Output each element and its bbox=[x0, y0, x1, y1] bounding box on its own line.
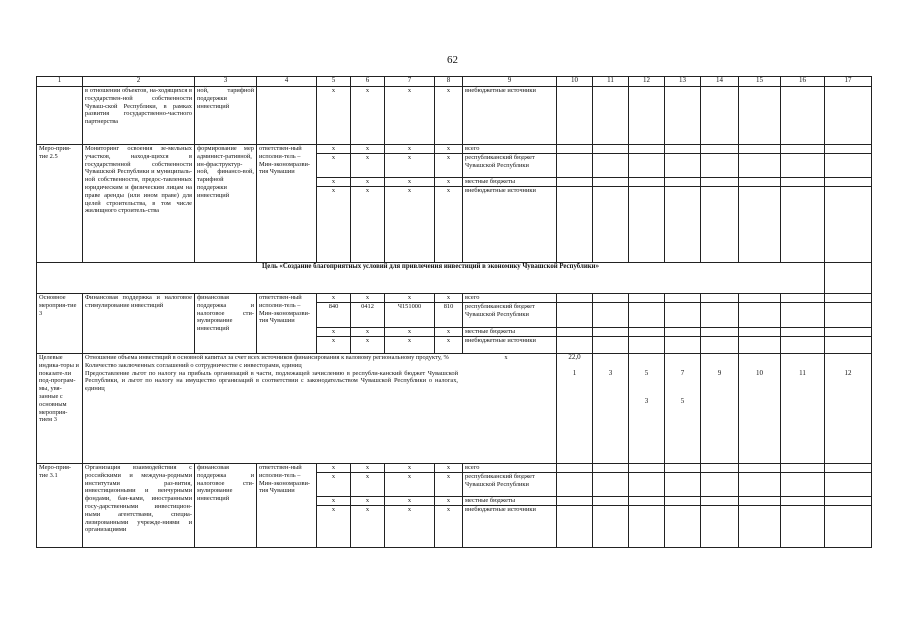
table-row: x x x x местные бюджеты bbox=[37, 497, 872, 506]
main-measure-label: Основное мероприя-тие 3 bbox=[37, 294, 83, 354]
header-col-13: 13 bbox=[665, 77, 701, 87]
target-indicator-3: Предоставление льгот по налогу на прибыль организаций в части, подлежащей зачислению в республи-канский бюджет Чувашской Республики, и льгот по налогу на имущество организаций в соответствии с законодательством Чувашской Республики о налогах, единиц bbox=[85, 369, 458, 393]
header-col-14: 14 bbox=[701, 77, 739, 87]
header-col-15: 15 bbox=[739, 77, 781, 87]
table-row bbox=[37, 87, 872, 145]
header-col-10: 10 bbox=[557, 77, 593, 87]
measure-label: Меро-прия-тие 2.5 bbox=[37, 145, 83, 263]
cell-x: x bbox=[385, 87, 435, 145]
target-value: 9 bbox=[717, 369, 722, 377]
targets-label: Целевые индика-торы и показате-ли под-програм-мы, увя-занные с основным мероприя-тием 3 bbox=[37, 354, 83, 464]
target-value: 5 bbox=[680, 396, 685, 405]
header-col-7: 7 bbox=[385, 77, 435, 87]
measure-executor: ответствен-ный исполни-тель – Мин-экономразви-тия Чувашии bbox=[257, 145, 317, 263]
goal-title: Цель «Создание благоприятных условий для привлечения инвестиций в экономику Чувашской Республики» bbox=[37, 263, 825, 294]
funding-source: республиканский бюджет Чувашской Республики bbox=[463, 154, 557, 178]
table-row: x x x x местные бюджеты bbox=[37, 328, 872, 337]
target-value: 3 bbox=[608, 369, 613, 377]
main-measure-purpose: финансовая поддержка и налоговое сти-мулирование инвестиций bbox=[195, 294, 257, 354]
target-indicator-2: Количество заключенных соглашений о сотрудничестве с инвесторами, единиц bbox=[85, 361, 302, 369]
funding-source: всего bbox=[463, 145, 557, 154]
target-value: 1 bbox=[572, 368, 577, 377]
header-col-11: 11 bbox=[593, 77, 629, 87]
measure-purpose: формирование мер админист-ративной, ин-фраструктур-ной, финансо-вой, тарифной поддержки инвестиций bbox=[195, 145, 257, 263]
main-measure-description: Финансовая поддержка и налоговое стимулирование инвестиций bbox=[83, 294, 195, 354]
targets-description bbox=[83, 354, 557, 464]
target-x: x bbox=[504, 354, 508, 361]
funding-source: республиканский бюджет Чувашской Республики bbox=[463, 473, 557, 497]
goal-row bbox=[37, 263, 872, 294]
header-col-16: 16 bbox=[781, 77, 825, 87]
target-value: 3 bbox=[644, 396, 649, 405]
table-row: Меро-прия-тие 3.1 Организация взаимодействия с российскими и междуна-родными институтами раз-вития, инвестиционными и венчурными фондами, бан-ками, иностранными госу-дарственными инвестицион-ными агентствами, специа-лизированными учрежде-ниями и организациями финансовая поддержка и налоговое сти-мулирование инвестиций ответствен-ный исполни-тель – Мин-экономразви-тия Чувашии x x x x всего bbox=[37, 464, 872, 473]
table-row: x x x x республиканский бюджет Чувашской Республики bbox=[37, 473, 872, 497]
table-row: x x x x внебюджетные источники bbox=[37, 187, 872, 263]
budget-code: 840 bbox=[317, 303, 351, 328]
header-col-5: 5 bbox=[317, 77, 351, 87]
header-col-9: 9 bbox=[463, 77, 557, 87]
target-value: 11 bbox=[799, 369, 806, 377]
target-value: 5 bbox=[644, 369, 649, 377]
header-col-8: 8 bbox=[435, 77, 463, 87]
funding-source: всего bbox=[463, 294, 557, 303]
table-row: x x x x республиканский бюджет Чувашской Республики bbox=[37, 154, 872, 178]
cell-x: x bbox=[351, 87, 385, 145]
target-indicator-1: Отношение объема инвестиций в основной капитал за счет всех источников финансирования к валовому региональному продукту, % bbox=[85, 354, 449, 361]
funding-source: внебюджетные источники bbox=[463, 506, 557, 548]
budget-code: 810 bbox=[435, 303, 463, 328]
header-col-6: 6 bbox=[351, 77, 385, 87]
budget-code: 0412 bbox=[351, 303, 385, 328]
funding-source: внебюджетные источники bbox=[463, 87, 557, 145]
program-table bbox=[36, 76, 872, 548]
header-col-17: 17 bbox=[825, 77, 872, 87]
funding-source: местные бюджеты bbox=[463, 497, 557, 506]
main-measure-executor: ответствен-ный исполни-тель – Мин-экономразви-тия Чувашии bbox=[257, 294, 317, 354]
table-row: Меро-прия-тие 2.5 Мониторинг освоения зе-мельных участков, находя-щихся в государственной собственности Чувашской Республики и муниципаль-ной собственности, предос-тавленных юридическим и физическим лицам на праве аренды (или ином праве) для целей строительства, в том числе жилищного строитель-ства формирование мер админист-ративной, ин-фраструктур-ной, финансо-вой, тарифной поддержки инвестиций ответствен-ный исполни-тель – Мин-экономразви-тия Чувашии x x x x всего bbox=[37, 145, 872, 154]
target-value: 10 bbox=[756, 369, 763, 377]
measure-description: Мониторинг освоения зе-мельных участков, находя-щихся в государственной собственности Чувашской Республики и муниципаль-ной собственности, предос-тавленных юридическим и физическим лицам на праве аренды (или ином праве) для целей строительства, в том числе жилищного строитель-ства bbox=[83, 145, 195, 263]
target-value: 7 bbox=[680, 369, 685, 377]
funding-source: внебюджетные источники bbox=[463, 187, 557, 263]
measure-label: Меро-прия-тие 3.1 bbox=[37, 464, 83, 548]
page-number: 62 bbox=[447, 54, 458, 66]
table-row: Основное мероприя-тие 3 Финансовая поддержка и налоговое стимулирование инвестиций финансовая поддержка и налоговое сти-мулирование инвестиций ответствен-ный исполни-тель – Мин-экономразви-тия Чувашии x x x x всего bbox=[37, 294, 872, 303]
targets-row bbox=[37, 354, 872, 464]
funding-source: республиканский бюджет Чувашской Республики bbox=[463, 303, 557, 328]
target-value: 12 bbox=[844, 369, 852, 377]
header-col-1: 1 bbox=[37, 77, 83, 87]
target-value: 22,0 bbox=[568, 353, 581, 361]
header-col-12: 12 bbox=[629, 77, 665, 87]
table-row: x x x x местные бюджеты bbox=[37, 178, 872, 187]
cont-purpose: ной, тарифной поддержки инвестиций bbox=[195, 87, 257, 145]
funding-source: местные бюджеты bbox=[463, 328, 557, 337]
funding-source: местные бюджеты bbox=[463, 178, 557, 187]
measure-purpose: финансовая поддержка и налоговое сти-мулирование инвестиций bbox=[195, 464, 257, 548]
header-col-4: 4 bbox=[257, 77, 317, 87]
cell-x: x bbox=[435, 87, 463, 145]
measure-description: Организация взаимодействия с российскими и междуна-родными институтами раз-вития, инвестиционными и венчурными фондами, бан-ками, иностранными госу-дарственными инвестицион-ными агентствами, специа-лизированными учрежде-ниями и организациями bbox=[83, 464, 195, 548]
header-row bbox=[37, 77, 872, 87]
measure-executor: ответствен-ный исполни-тель – Мин-экономразви-тия Чувашии bbox=[257, 464, 317, 548]
table-row: x x x x внебюджетные источники bbox=[37, 506, 872, 548]
budget-code: Ч151000 bbox=[385, 303, 435, 328]
cell-x: x bbox=[317, 87, 351, 145]
header-col-3: 3 bbox=[195, 77, 257, 87]
table-row: x x x x внебюджетные источники bbox=[37, 337, 872, 354]
funding-source: всего bbox=[463, 464, 557, 473]
cont-description: в отношении объектов, на-ходящихся в государствен-ной собственности Чуваш-ской Республики, в рамках развития государственно-частного партнерства bbox=[83, 87, 195, 145]
funding-source: внебюджетные источники bbox=[463, 337, 557, 354]
header-col-2: 2 bbox=[83, 77, 195, 87]
